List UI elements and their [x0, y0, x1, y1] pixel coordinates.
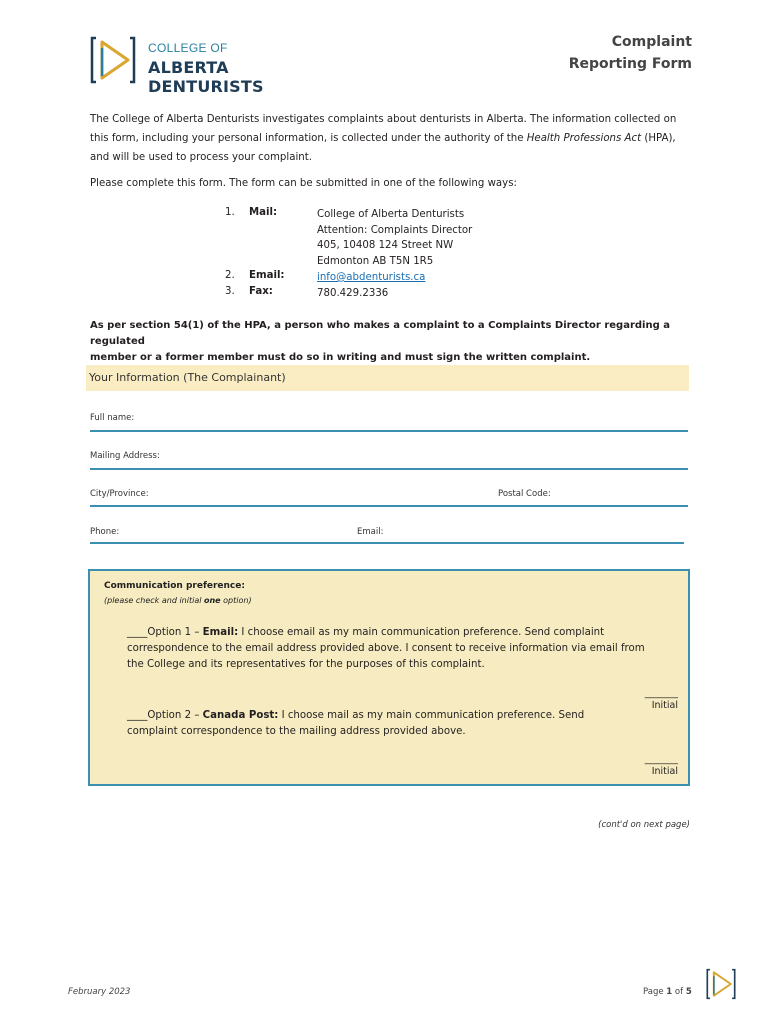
city-province-label: City/Province: — [90, 489, 149, 499]
mail-address-line3: 405, 10408 124 Street NW — [317, 240, 454, 251]
method-email-number: 2. — [225, 270, 235, 281]
mail-address-line2: Attention: Complaints Director — [317, 225, 473, 236]
preference-subtitle: (please check and initial one option) — [104, 596, 252, 605]
city-province-field[interactable] — [90, 505, 688, 507]
method-email-label: Email: — [249, 270, 285, 281]
submit-intro: Please complete this form. The form can be submitted in one of the following ways: — [90, 178, 517, 189]
form-title-line2: Reporting Form — [568, 56, 692, 72]
option1-email[interactable] — [127, 625, 661, 673]
option1-initial[interactable]: _______ Initial — [644, 688, 678, 711]
preference-title: Communication preference: — [104, 581, 245, 591]
submit-methods-list — [225, 207, 525, 307]
mailing-address-label: Mailing Address: — [90, 451, 160, 461]
method-fax-number: 3. — [225, 286, 235, 297]
postal-code-label: Postal Code: — [498, 489, 551, 499]
intro-line2: this form, including your personal information, is collected under the authority of the Health Professions Act (HPA), — [90, 133, 676, 144]
intro-line3: and will be used to process your complaint. — [90, 152, 312, 163]
college-logo — [90, 36, 350, 96]
intro-line1: The College of Alberta Denturists investigates complaints about denturists in Alberta. The information collected on — [90, 114, 677, 125]
fax-number: 780.429.2336 — [317, 288, 389, 299]
phone-label: Phone: — [90, 527, 120, 537]
written-complaint-notice — [90, 318, 700, 366]
form-title-line1: Complaint — [611, 34, 692, 50]
continued-note: (cont'd on next page) — [598, 820, 690, 830]
complainant-section-header — [86, 365, 689, 391]
option2-blank[interactable]: ____ — [127, 710, 148, 721]
method-fax-label: Fax: — [249, 286, 273, 297]
option1-blank[interactable]: ____ — [127, 627, 148, 638]
option1-line1: ____Option 1 – Email: I choose email as my main communication preference. Send complaint — [127, 627, 605, 638]
logo-text-alberta-denturists: ALBERTA DENTURISTS — [148, 58, 264, 96]
footer-date: February 2023 — [68, 987, 131, 997]
method-mail-label: Mail: — [249, 207, 278, 218]
mailing-address-field[interactable] — [90, 468, 688, 470]
option1-line3: the College and its representatives for the purposes of this complaint. — [127, 659, 485, 670]
email-label: Email: — [357, 527, 384, 537]
communication-preference-box — [88, 569, 690, 786]
full-name-field[interactable] — [90, 430, 688, 432]
option2-line1: ____Option 2 – Canada Post: I choose mail as my main communication preference. Send — [127, 710, 585, 721]
option2-canada-post[interactable] — [127, 708, 627, 740]
phone-email-field[interactable] — [90, 542, 684, 544]
footer-logo-mark-icon — [706, 968, 736, 1000]
form-title — [492, 31, 692, 75]
option1-line2: correspondence to the email address provided above. I consent to receive information via email from — [127, 643, 645, 654]
notice-line2: member or a former member must do so in writing and must sign the written complaint. — [90, 352, 591, 363]
mail-address-line4: Edmonton AB T5N 1R5 — [317, 256, 434, 267]
notice-line1: As per section 54(1) of the HPA, a person who makes a complaint to a Complaints Director regarding a regulated — [90, 320, 670, 347]
method-mail-number: 1. — [225, 207, 235, 218]
full-name-label: Full name: — [90, 413, 135, 423]
intro-paragraph — [90, 110, 694, 167]
page-number: Page 1 of 5 — [643, 987, 692, 997]
email-link[interactable]: info@abdenturists.ca — [317, 272, 426, 283]
option2-initial[interactable]: _______ Initial — [644, 754, 678, 777]
section-title: Your Information (The Complainant) — [89, 371, 286, 384]
option2-line2: complaint correspondence to the mailing address provided above. — [127, 726, 466, 737]
mail-address-line1: College of Alberta Denturists — [317, 209, 465, 220]
logo-mark-icon — [90, 36, 136, 84]
logo-text-college-of: COLLEGE OF — [148, 41, 228, 55]
